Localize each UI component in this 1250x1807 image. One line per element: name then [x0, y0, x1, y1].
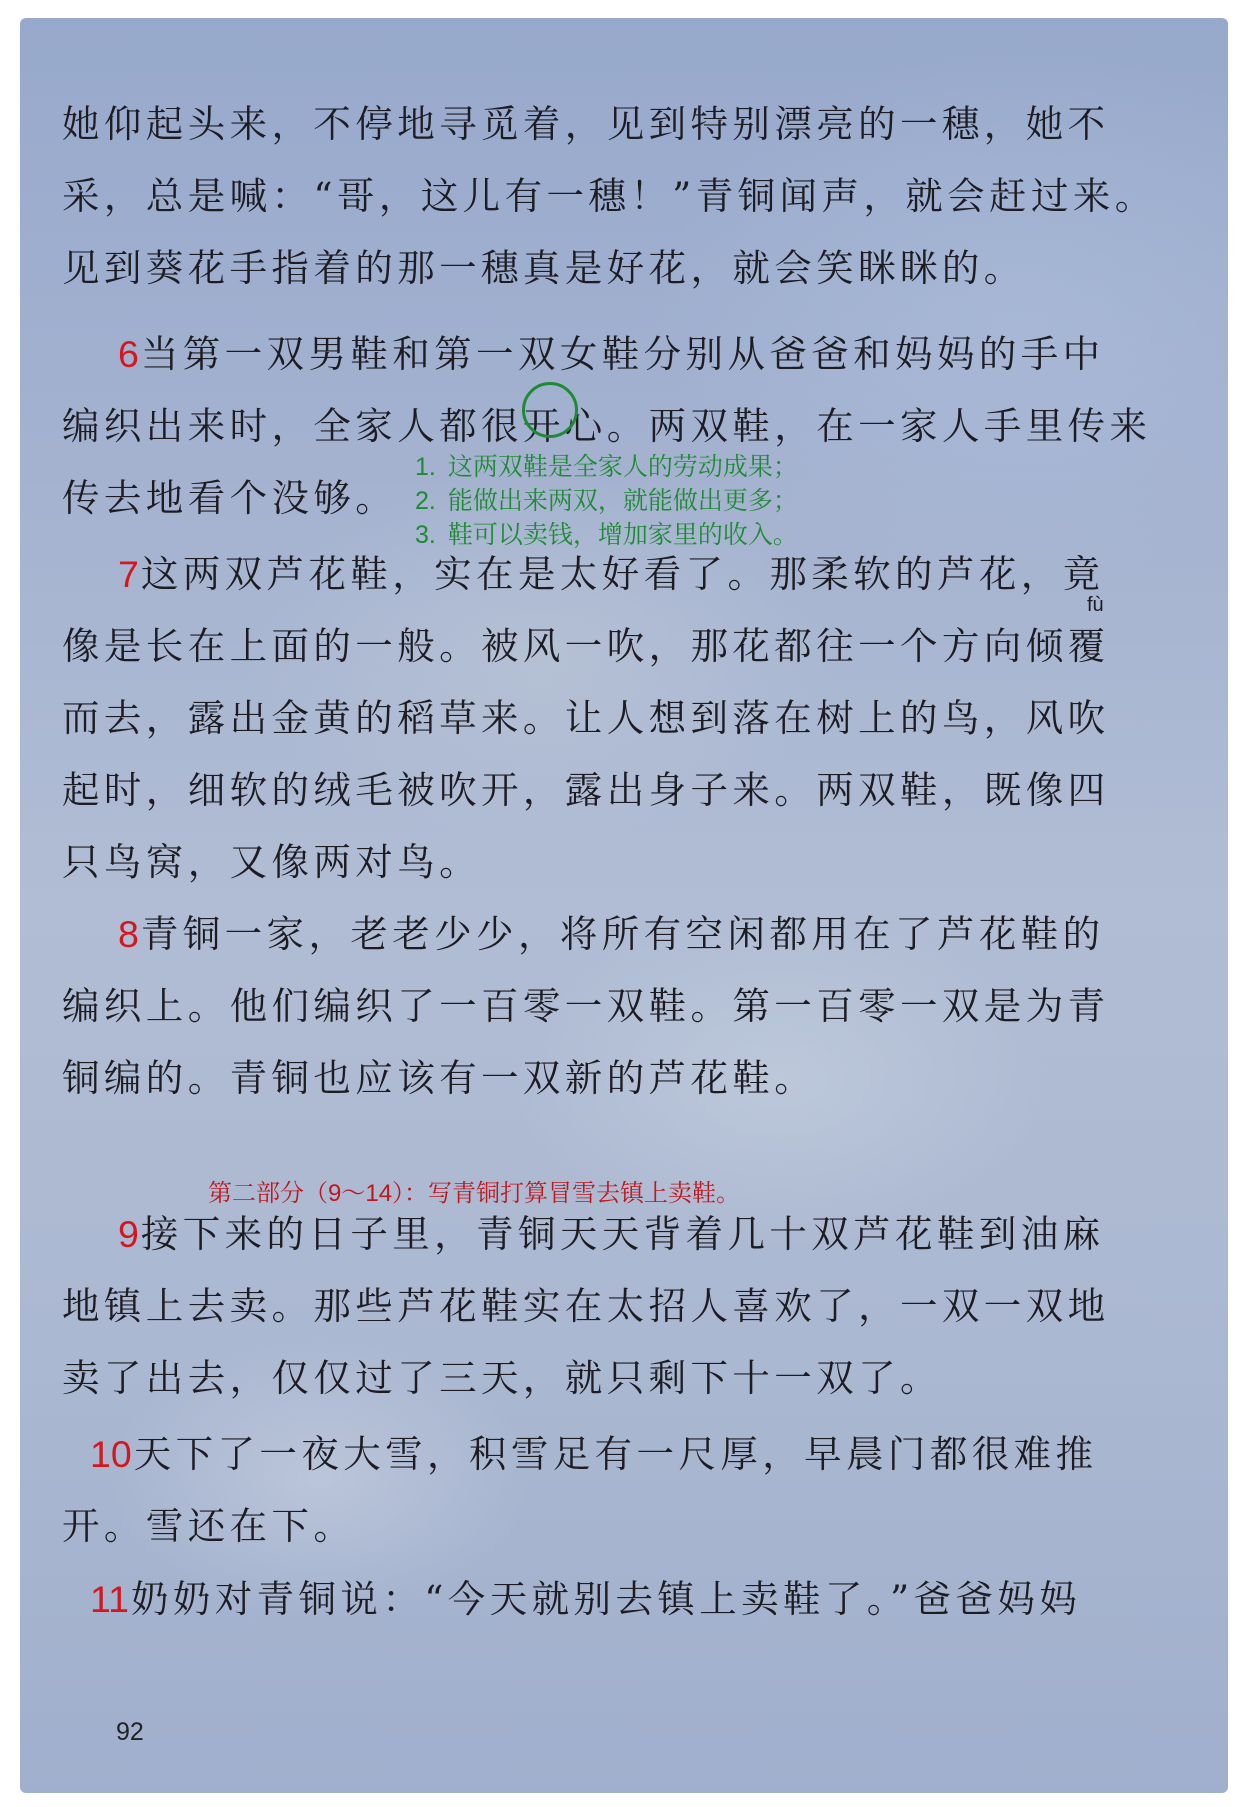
page-number: 92: [116, 1718, 144, 1746]
text-line: 卖了出去，仅仅过了三天，就只剩下十一双了。: [62, 1356, 942, 1400]
highlight-circle: [522, 382, 578, 438]
text-line: 见到葵花手指着的那一穗真是好花，就会笑眯眯的。: [62, 246, 1026, 290]
text-line: 起时，细软的绒毛被吹开，露出身子来。两双鞋，既像四: [62, 768, 1110, 812]
textbook-page: [20, 18, 1228, 1793]
annotation-note: 1. 这两双鞋是全家人的劳动成果；: [415, 453, 798, 481]
paragraph-number: 10: [90, 1433, 132, 1475]
paragraph-number: 11: [90, 1578, 129, 1620]
text-line: 当第一双男鞋和第一双女鞋分别从爸爸和妈妈的手中: [140, 332, 1105, 376]
paragraph-10: [62, 1418, 1122, 1562]
paragraph-number: 7: [118, 553, 139, 595]
paragraph-8: [62, 898, 1122, 1114]
text-line: 这两双芦花鞋，实在是太好看了。那柔软的芦花，竟: [140, 552, 1105, 596]
paragraph-7: [62, 538, 1122, 898]
paragraph-9: [62, 1198, 1122, 1414]
text-line: 铜编的。青铜也应该有一双新的芦花鞋。: [62, 1056, 817, 1100]
text-line: 她仰起头来，不停地寻觅着，见到特别漂亮的一穗，她不: [62, 102, 1110, 146]
paragraph-number: 6: [118, 333, 139, 375]
text-line: 青铜一家，老老少少，将所有空闲都用在了芦花鞋的: [140, 912, 1105, 956]
text-line: 像是长在上面的一般。被风一吹，那花都往一个方向倾覆: [62, 624, 1110, 668]
text-line: 天下了一夜大雪，积雪足有一尺厚，早晨门都很难推: [133, 1432, 1098, 1476]
paragraph-5-continued: [62, 88, 1157, 304]
paragraph-number: 9: [118, 1213, 139, 1255]
paragraph-number: 8: [118, 913, 139, 955]
pinyin-annotation: fù: [1087, 594, 1104, 616]
section-note: 第二部分（9～14）：写青铜打算冒雪去镇上卖鞋。: [208, 1180, 741, 1207]
text-line: 传去地看个没够。: [62, 476, 398, 520]
annotation-note: 3. 鞋可以卖钱，增加家里的收入。: [415, 521, 798, 549]
text-line: 采，总是喊：“哥，这儿有一穗！”青铜闻声，就会赶过来。: [62, 174, 1157, 218]
text-line: 接下来的日子里，青铜天天背着几十双芦花鞋到油麻: [140, 1212, 1105, 1256]
annotation-note: 2. 能做出来两双，就能做出更多；: [415, 487, 798, 515]
text-line: 地镇上去卖。那些芦花鞋实在太招人喜欢了，一双一双地: [62, 1284, 1110, 1328]
text-line: 开。雪还在下。: [62, 1504, 356, 1548]
text-line: 编织出来时，全家人都很开心。两双鞋，在一家人手里传来: [62, 404, 1152, 448]
text-line: 而去，露出金黄的稻草来。让人想到落在树上的鸟，风吹: [62, 696, 1110, 740]
text-line: 编织上。他们编织了一百零一双鞋。第一百零一双是为青: [62, 984, 1110, 1028]
text-line: 奶奶对青铜说：“今天就别去镇上卖鞋了。”爸爸妈妈: [130, 1577, 1082, 1621]
text-line: 只鸟窝，又像两对鸟。: [62, 840, 481, 884]
annotation-notes: [415, 450, 798, 552]
paragraph-11: [62, 1563, 1122, 1635]
